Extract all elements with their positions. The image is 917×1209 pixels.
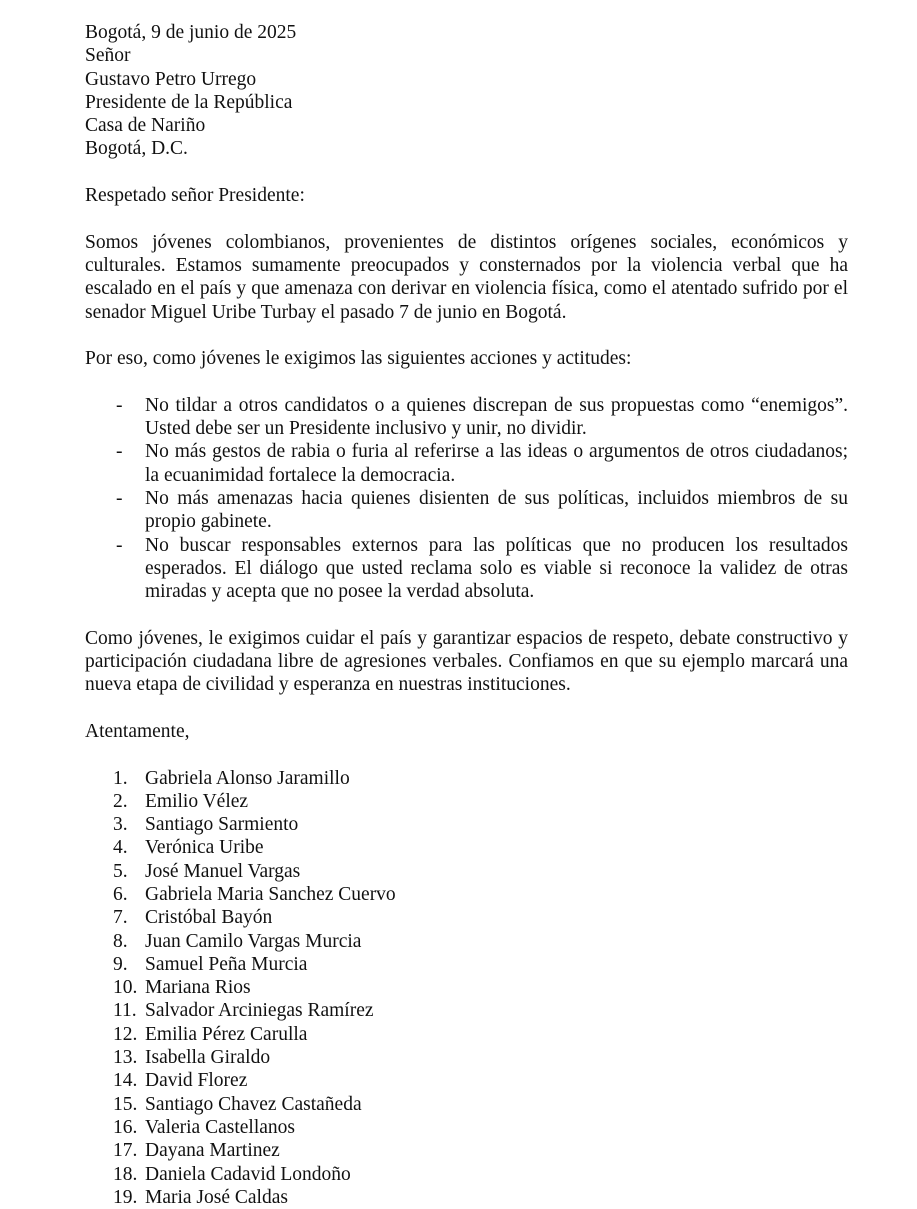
bullet-dash: - xyxy=(116,534,123,557)
signer-number: 17. xyxy=(113,1139,137,1162)
demand-item: - No más gestos de rabia o furia al referirse a las ideas o argumentos de otros ciudadanos; la ecuanimidad fortalece la democracia. xyxy=(85,440,848,487)
signer-item xyxy=(85,883,848,906)
demands-list xyxy=(85,394,848,604)
signer-item xyxy=(85,906,848,929)
signer-item xyxy=(85,767,848,790)
signer-item xyxy=(85,790,848,813)
intro-paragraph: Somos jóvenes colombianos, provenientes de distintos orígenes sociales, económicos y culturales. Estamos sumamente preocupados y consternados por la violencia verbal que ha escalado en el país y que amenaza con derivar en violencia física, como el atentado sufrido por el senador Miguel Uribe Turbay el pasado 7 de junio en Bogotá. xyxy=(85,231,848,324)
signer-number: 14. xyxy=(113,1069,137,1092)
signer-item xyxy=(85,1116,848,1139)
signer-item xyxy=(85,1093,848,1116)
signer-name: David Florez xyxy=(145,1070,247,1091)
signer-item xyxy=(85,1069,848,1092)
signer-number: 12. xyxy=(113,1023,137,1046)
signer-name: Dayana Martinez xyxy=(145,1140,280,1161)
signer-number: 5. xyxy=(113,860,128,883)
signer-name: Salvador Arciniegas Ramírez xyxy=(145,1000,374,1021)
signer-name: Verónica Uribe xyxy=(145,837,264,858)
signer-item xyxy=(85,1163,848,1186)
signer-number: 9. xyxy=(113,953,128,976)
signer-name: Samuel Peña Murcia xyxy=(145,954,307,975)
signer-number: 6. xyxy=(113,883,128,906)
signer-number: 1. xyxy=(113,767,128,790)
signer-number: 3. xyxy=(113,813,128,836)
recipient-line: Casa de Nariño xyxy=(85,114,848,137)
signer-item xyxy=(85,860,848,883)
signer-item xyxy=(85,1186,848,1209)
signer-number: 7. xyxy=(113,906,128,929)
signer-item xyxy=(85,953,848,976)
recipient-line: Bogotá, D.C. xyxy=(85,137,848,160)
signer-item xyxy=(85,976,848,999)
letter xyxy=(85,21,848,1209)
signer-item xyxy=(85,813,848,836)
signer-name: Isabella Giraldo xyxy=(145,1047,270,1068)
date-line: Bogotá, 9 de junio de 2025 xyxy=(85,21,848,44)
signer-item xyxy=(85,999,848,1022)
signer-number: 4. xyxy=(113,836,128,859)
signer-name: Emilia Pérez Carulla xyxy=(145,1024,307,1045)
signer-name: Cristóbal Bayón xyxy=(145,907,272,928)
recipient-block xyxy=(85,44,848,160)
signer-number: 15. xyxy=(113,1093,137,1116)
signer-name: Santiago Chavez Castañeda xyxy=(145,1094,362,1115)
signer-name: Emilio Vélez xyxy=(145,791,248,812)
signer-number: 13. xyxy=(113,1046,137,1069)
signoff: Atentamente, xyxy=(85,720,848,743)
signer-name: Maria José Caldas xyxy=(145,1187,288,1208)
signer-number: 8. xyxy=(113,930,128,953)
bullet-dash: - xyxy=(116,394,123,417)
signer-name: José Manuel Vargas xyxy=(145,861,300,882)
signer-name: Daniela Cadavid Londoño xyxy=(145,1164,351,1185)
demand-item: - No buscar responsables externos para las políticas que no producen los resultados esperados. El diálogo que usted reclama solo es viable si reconoce la validez de otras miradas y acepta que no posee la verdad absoluta. xyxy=(85,534,848,604)
signer-item xyxy=(85,1046,848,1069)
bullet-dash: - xyxy=(116,440,123,463)
signer-number: 10. xyxy=(113,976,137,999)
signer-number: 19. xyxy=(113,1186,137,1209)
signer-number: 18. xyxy=(113,1163,137,1186)
signer-name: Gabriela Alonso Jaramillo xyxy=(145,768,350,789)
signer-name: Mariana Rios xyxy=(145,977,251,998)
recipient-line: Gustavo Petro Urrego xyxy=(85,68,848,91)
signer-item xyxy=(85,1023,848,1046)
signer-item xyxy=(85,930,848,953)
demand-item: - No más amenazas hacia quienes disienten de sus políticas, incluidos miembros de su propio gabinete. xyxy=(85,487,848,534)
signer-name: Gabriela Maria Sanchez Cuervo xyxy=(145,884,396,905)
demand-item: - No tildar a otros candidatos o a quienes discrepan de sus propuestas como “enemigos”. Usted debe ser un Presidente inclusivo y unir, no dividir. xyxy=(85,394,848,441)
recipient-line: Señor xyxy=(85,44,848,67)
signer-item xyxy=(85,836,848,859)
signer-number: 11. xyxy=(113,999,137,1022)
signer-number: 16. xyxy=(113,1116,137,1139)
signers-list xyxy=(85,767,848,1209)
recipient-line: Presidente de la República xyxy=(85,91,848,114)
closing-paragraph: Como jóvenes, le exigimos cuidar el país y garantizar espacios de respeto, debate constructivo y participación ciudadana libre de agresiones verbales. Confiamos en que su ejemplo marcará una nueva etapa de civilidad y esperanza en nuestras instituciones. xyxy=(85,627,848,697)
signer-name: Valeria Castellanos xyxy=(145,1117,295,1138)
salutation: Respetado señor Presidente: xyxy=(85,184,848,207)
demands-intro: Por eso, como jóvenes le exigimos las siguientes acciones y actitudes: xyxy=(85,347,848,370)
signer-name: Juan Camilo Vargas Murcia xyxy=(145,931,361,952)
signer-item xyxy=(85,1139,848,1162)
signer-name: Santiago Sarmiento xyxy=(145,814,298,835)
signer-number: 2. xyxy=(113,790,128,813)
bullet-dash: - xyxy=(116,487,123,510)
